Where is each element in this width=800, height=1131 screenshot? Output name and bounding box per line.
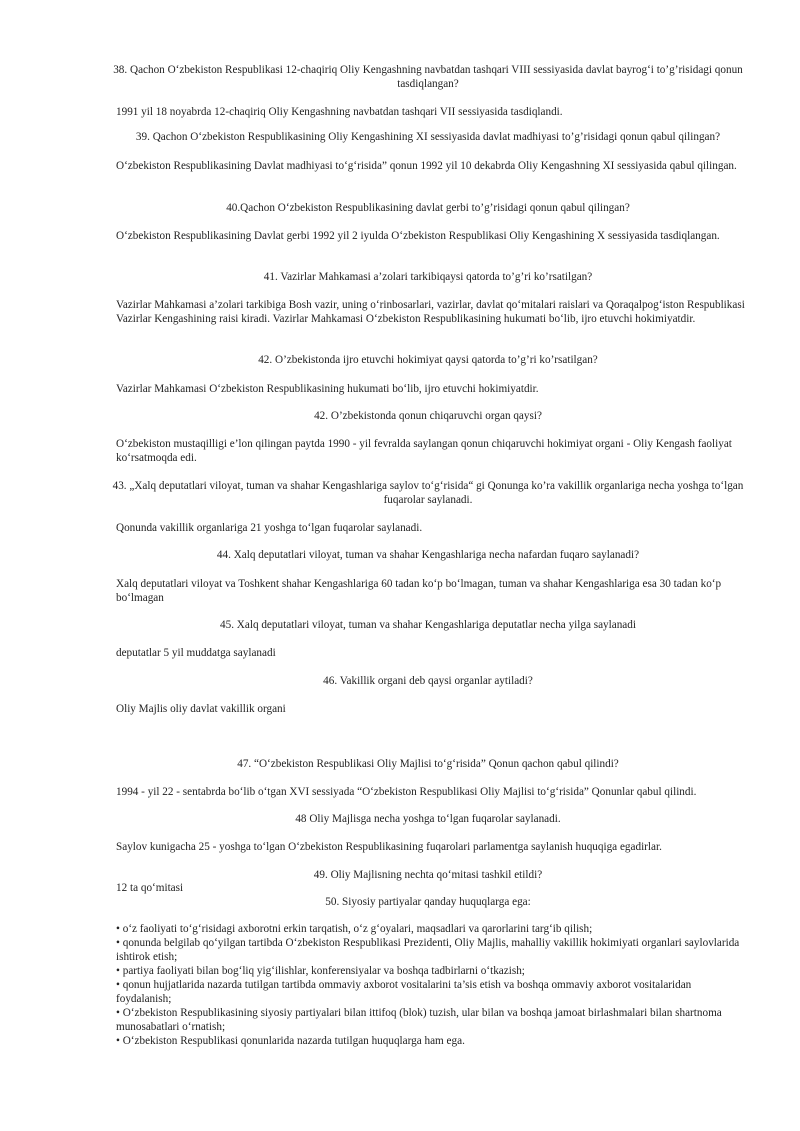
answer-40: O‘zbekiston Respublikasining Davlat gerbi 1992 yil 2 iyulda O‘zbekiston Respublikasi Oliy Kengashining X sessiyasida tasdiqlangan. bbox=[116, 230, 720, 242]
question-49: 49. Oliy Majlisning nechta qo‘mitasi tashkil etildi? bbox=[313, 869, 543, 881]
list-item: • qonunda belgilab qo‘yilgan tartibda O‘zbekiston Respublikasi Prezidenti, Oliy Majlis, mahalliy vakillik hokimiyati organlari saylovlarida ishtirok etish; bbox=[116, 936, 746, 964]
answer-44: Xalq deputatlari viloyat va Toshkent shahar Kengashlariga 60 tadan ko‘p bo‘lmagan, tuman va shahar Kengashlariga esa 30 tadan ko‘p bo‘lmagan bbox=[116, 578, 722, 604]
answer-43: Qonunda vakillik organlariga 21 yoshga to‘lgan fuqarolar saylanadi. bbox=[116, 522, 423, 534]
question-42-executive: 42. O’zbekistonda ijro etuvchi hokimiyat qaysi qatorda to’g’ri ko’rsatilgan? bbox=[258, 354, 598, 366]
question-38: 38. Qachon O‘zbekiston Respublikasi 12-chaqiriq Oliy Kengashning navbatdan tashqari VIII sessiyasida davlat bayrog‘i to’g’risidagi qonun tasdiqlangan? bbox=[113, 64, 743, 90]
list-item: • partiya faoliyati bilan bog‘liq yig‘ilishlar, konferensiyalar va boshqa tadbirlarni o‘tkazish; bbox=[116, 964, 746, 978]
list-item: • qonun hujjatlarida nazarda tutilgan tartibda ommaviy axborot vositalarini ta’sis etish va boshqa ommaviy axborot vositalaridan foydalanish; bbox=[116, 978, 746, 1006]
question-47: 47. “O‘zbekiston Respublikasi Oliy Majlisi to‘g‘risida” Qonun qachon qabul qilindi? bbox=[237, 758, 619, 770]
question-39: 39. Qachon O‘zbekiston Respublikasining Oliy Kengashining XI sessiyasida davlat madhiyasi to’g’risidagi qonun qabul qilingan? bbox=[135, 131, 721, 143]
question-50: 50. Siyosiy partiyalar qanday huquqlarga ega: bbox=[325, 896, 531, 908]
list-item: • O‘zbekiston Respublikasining siyosiy partiyalari bilan ittifoq (blok) tuzish, ular bilan va boshqa jamoat birlashmalari bilan shartnoma munosabatlari o‘rnatish; bbox=[116, 1006, 746, 1034]
question-45: 45. Xalq deputatlari viloyat, tuman va shahar Kengashlariga deputatlar necha yilga saylanadi bbox=[220, 619, 636, 631]
party-rights-list bbox=[116, 922, 746, 1048]
question-43: 43. „Xalq deputatlari viloyat, tuman va shahar Kengashlariga saylov to‘g‘risida“ gi Qonunga ko’ra vakillik organlariga necha yoshga to‘lgan fuqarolar saylanadi. bbox=[112, 480, 744, 506]
answer-47: 1994 - yil 22 - sentabrda bo‘lib o‘tgan XVI sessiyada “O‘zbekiston Respublikasi Oliy Majlisi to‘g‘risida” Qonunlar qabul qilindi. bbox=[116, 786, 697, 798]
answer-42-legislative: O‘zbekiston mustaqilligi e’lon qilingan paytda 1990 - yil fevralda saylangan qonun chiqaruvchi hokimiyat organi - Oliy Kengash faoliyat ko‘rsatmoqda edi. bbox=[116, 438, 732, 464]
list-item: • o‘z faoliyati to‘g‘risidagi axborotni erkin tarqatish, o‘z g‘oyalari, maqsadlari va qarorlarini targ‘ib qilish; bbox=[116, 922, 746, 936]
question-40: 40.Qachon O‘zbekiston Respublikasining davlat gerbi to’g’risidagi qonun qabul qilingan? bbox=[226, 202, 630, 214]
answer-38: 1991 yil 18 noyabrda 12-chaqiriq Oliy Kengashning navbatdan tashqari VII sessiyasida tasdiqlandi. bbox=[116, 106, 563, 118]
answer-39: O‘zbekiston Respublikasining Davlat madhiyasi to‘g‘risida” qonun 1992 yil 10 dekabrda Oliy Kengashning XI sessiyasida qabul qilingan. bbox=[116, 160, 737, 172]
answer-45: deputatlar 5 yil muddatga saylanadi bbox=[116, 647, 276, 659]
answer-42-executive: Vazirlar Mahkamasi O‘zbekiston Respublikasining hukumati bo‘lib, ijro etuvchi hokimiyatdir. bbox=[116, 383, 539, 395]
answer-46: Oliy Majlis oliy davlat vakillik organi bbox=[116, 703, 286, 715]
question-46: 46. Vakillik organi deb qaysi organlar aytiladi? bbox=[323, 675, 533, 687]
question-48: 48 Oliy Majlisga necha yoshga to‘lgan fuqarolar saylanadi. bbox=[295, 813, 561, 825]
answer-41: Vazirlar Mahkamasi a’zolari tarkibiga Bosh vazir, uning o‘rinbosarlari, vazirlar, davlat qo‘mitalari raislari va Qoraqalpog‘iston Respublikasi Vazirlar Kengashining raisi kiradi. Vazirlar Mahkamasi O‘zbekiston Respublikasining hukumati bo‘lib, ijro etuvchi hokimiyatdir. bbox=[116, 299, 745, 325]
answer-48: Saylov kunigacha 25 - yoshga to‘lgan O‘zbekiston Respublikasining fuqarolari parlamentga saylanish huquqiga egadirlar. bbox=[116, 841, 662, 853]
question-41: 41. Vazirlar Mahkamasi a’zolari tarkibiqaysi qatorda to’g’ri ko’rsatilgan? bbox=[263, 271, 593, 283]
question-42-legislative: 42. O’zbekistonda qonun chiqaruvchi organ qaysi? bbox=[314, 410, 542, 422]
question-44: 44. Xalq deputatlari viloyat, tuman va shahar Kengashlariga necha nafardan fuqaro saylanadi? bbox=[216, 549, 640, 561]
answer-49: 12 ta qo‘mitasi bbox=[116, 882, 184, 894]
list-item: • O‘zbekiston Respublikasi qonunlarida nazarda tutilgan huquqlarga ham ega. bbox=[116, 1034, 746, 1048]
